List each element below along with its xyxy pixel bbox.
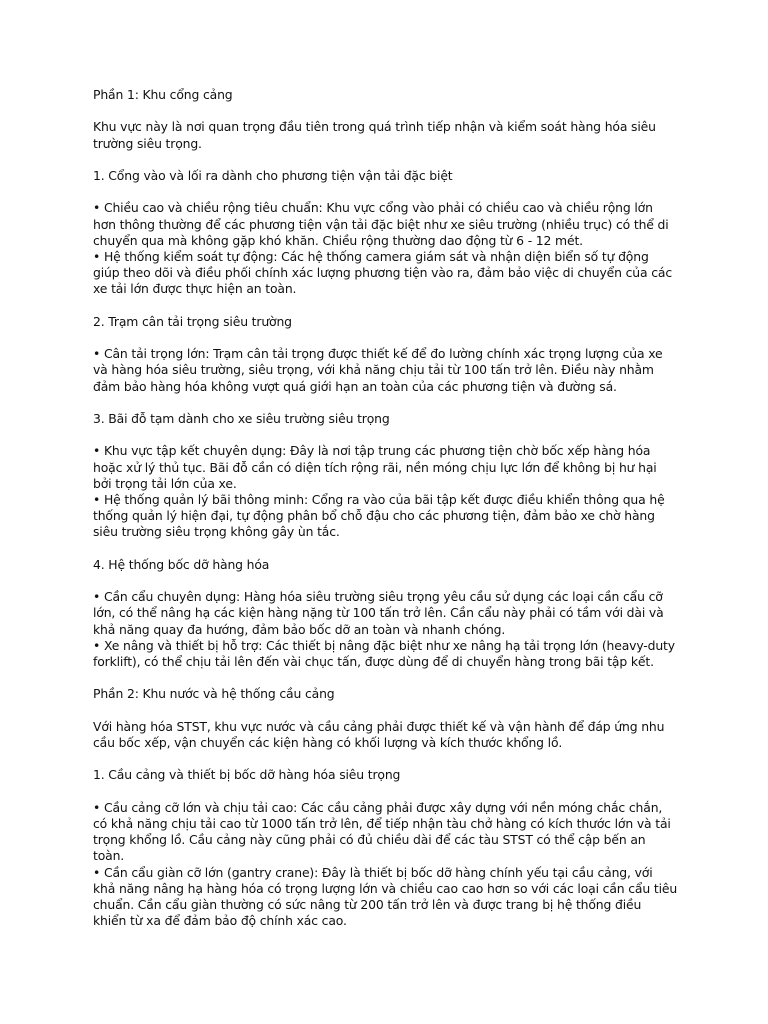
bullet-item: • Khu vực tập kết chuyên dụng: Đây là nơi tập trung các phương tiện chờ bốc xếp hàng hóa hoặc xử lý thủ tục. Bãi đỗ cần có diện tích rộng rãi, nền móng chịu lực lớn để không bị hư hại bởi trọng tải lớn của xe. — [93, 443, 657, 491]
section-title: 4. Hệ thống bốc dỡ hàng hóa — [93, 556, 270, 572]
spacer — [93, 573, 678, 589]
part2-intro: Với hàng hóa STST, khu vực nước và cầu cảng phải được thiết kế và vận hành để đáp ứng nhu cầu bốc xếp, vận chuyển các kiện hàng có khối lượng và kích thước khổng lồ. — [93, 718, 665, 750]
spacer — [93, 751, 678, 767]
spacer — [93, 703, 678, 719]
section-title: 1. Cầu cảng và thiết bị bốc dỡ hàng hóa siêu trọng — [93, 767, 401, 783]
part1-heading: Phần 1: Khu cổng cảng — [93, 87, 233, 102]
spacer — [93, 184, 678, 200]
bullet-item: • Xe nâng và thiết bị hỗ trợ: Các thiết bị nâng đặc biệt như xe nâng hạ tải trọng lớn (heavy-duty forklift), có thể chịu tải lên đến vài chục tấn, được dùng để di chuyển hàng trong bãi tập kết. — [93, 637, 675, 669]
spacer — [93, 784, 678, 800]
document-page — [93, 87, 678, 929]
section-title: 1. Cổng vào và lối ra dành cho phương tiện vận tải đặc biệt — [93, 167, 453, 183]
bullet-item: • Cần cẩu giàn cỡ lớn (gantry crane): Đây là thiết bị bốc dỡ hàng chính yếu tại cầu cảng, với khả năng nâng hạ hàng hóa có trọng lượng lớn và chiều cao cao hơn so với các loại cần cẩu tiêu chuẩn. Cần cẩu giàn thường có sức nâng từ 200 tấn trở lên và được trang bị hệ thống điều khiển từ xa để đảm bảo độ chính xác cao. — [93, 864, 678, 929]
spacer — [93, 298, 678, 314]
part2-heading: Phần 2: Khu nước và hệ thống cầu cảng — [93, 686, 335, 702]
bullet-item: • Chiều cao và chiều rộng tiêu chuẩn: Khu vực cổng vào phải có chiều cao và chiều rộng lớn hơn thông thường để các phương tiện vận tải đặc biệt như xe siêu trường (nhiều trục) có thể di chuyển qua mà không gặp khó khăn. Chiều rộng thường dao động từ 6 - 12 mét. — [93, 200, 669, 248]
spacer — [93, 103, 678, 119]
spacer — [93, 152, 678, 168]
bullet-item: • Hệ thống kiểm soát tự động: Các hệ thống camera giám sát và nhận diện biển số tự động giúp theo dõi và điều phối chính xác lượng phương tiện vào ra, đảm bảo việc di chuyển của các xe tải lớn được thực hiện an toàn. — [93, 248, 672, 297]
section-title: 3. Bãi đỗ tạm dành cho xe siêu trường siêu trọng — [93, 410, 390, 426]
part1-intro: Khu vực này là nơi quan trọng đầu tiên trong quá trình tiếp nhận và kiểm soát hàng hóa siêu trường siêu trọng. — [93, 119, 656, 151]
spacer — [93, 330, 678, 346]
spacer — [93, 395, 678, 411]
spacer — [93, 541, 678, 557]
spacer — [93, 670, 678, 686]
section-title: 2. Trạm cân tải trọng siêu trường — [93, 313, 292, 329]
bullet-item: • Hệ thống quản lý bãi thông minh: Cổng ra vào của bãi tập kết được điều khiển thông qua hệ thống quản lý hiện đại, tự động phân bổ chỗ đậu cho các phương tiện, đảm bảo xe chờ hàng siêu trường siêu trọng không gây ùn tắc. — [93, 491, 665, 540]
bullet-item: • Cầu cảng cỡ lớn và chịu tải cao: Các cầu cảng phải được xây dựng với nền móng chắc chắn, có khả năng chịu tải cao từ 1000 tấn trở lên, để tiếp nhận tàu chở hàng có kích thước lớn và tải trọng khổng lồ. Cầu cảng này cũng phải có đủ chiều dài để các tàu STST có thể cập bến an toàn. — [93, 799, 671, 864]
bullet-item: • Cần cẩu chuyên dụng: Hàng hóa siêu trường siêu trọng yêu cầu sử dụng các loại cần cẩu cỡ lớn, có thể nâng hạ các kiện hàng nặng từ 100 tấn trở lên. Cần cẩu này phải có tầm với dài và khả năng quay đa hướng, đảm bảo bốc dỡ an toàn và nhanh chóng. — [93, 589, 664, 637]
spacer — [93, 427, 678, 443]
bullet-item: • Cân tải trọng lớn: Trạm cân tải trọng được thiết kế để đo lường chính xác trọng lượng của xe và hàng hóa siêu trường, siêu trọng, với khả năng chịu tải từ 100 tấn trở lên. Điều này nhằm đảm bảo hàng hóa không vượt quá giới hạn an toàn của các phương tiện và đường sá. — [93, 346, 663, 394]
